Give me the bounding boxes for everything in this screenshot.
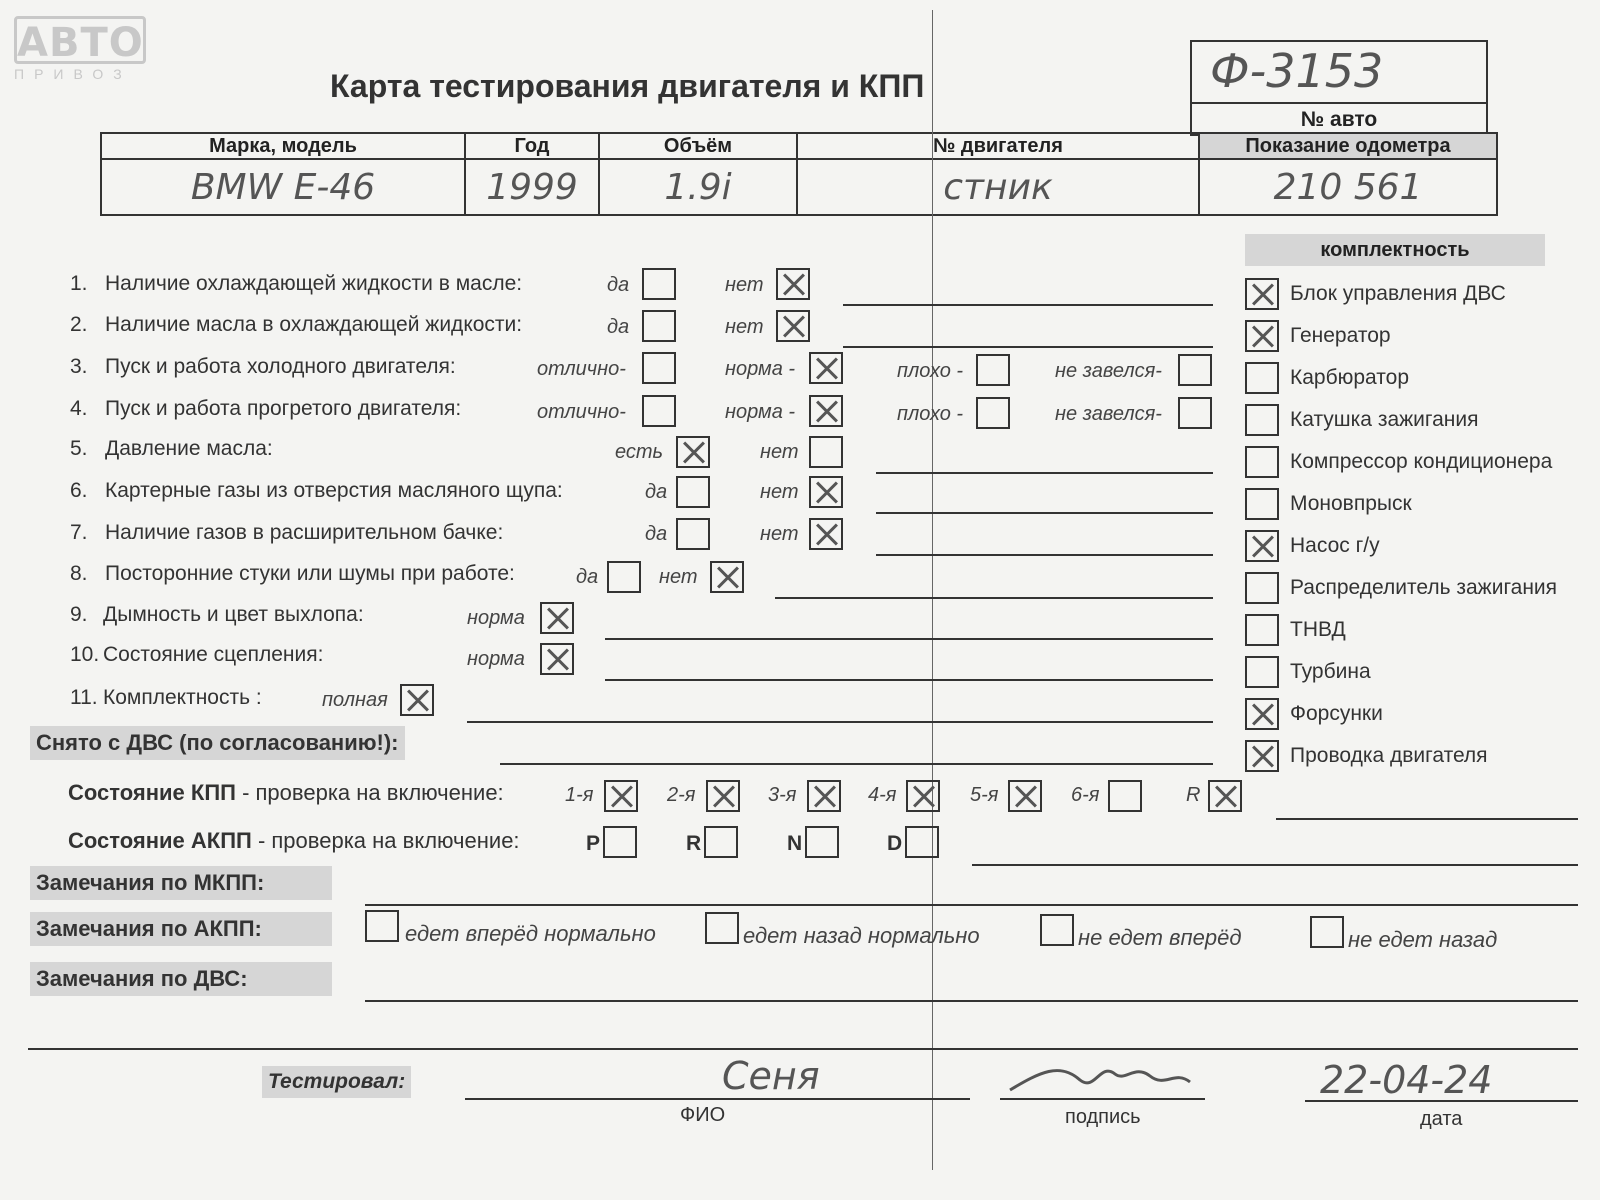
q3-opt-excellent-checkbox[interactable] <box>642 352 676 384</box>
akpp-no-forward-label: не едет вперёд <box>1078 925 1242 950</box>
q3-opt-excellent-label: отлично- <box>537 358 626 380</box>
akpp-no-reverse-checkbox[interactable] <box>1310 916 1344 948</box>
fold-line <box>932 10 933 1170</box>
kit-label-distributor: Распределитель зажигания <box>1290 576 1558 599</box>
q8-opt-no-checkbox[interactable] <box>710 561 744 593</box>
q2-opt-yes-checkbox[interactable] <box>642 310 676 342</box>
kpp-comment-line[interactable] <box>1276 818 1578 820</box>
q6-opt-yes-label: да <box>645 481 668 503</box>
q7-opt-yes-checkbox[interactable] <box>676 518 710 550</box>
q9-comment-line[interactable] <box>605 638 1213 640</box>
auto-number-label: № авто <box>1300 108 1378 131</box>
akpp-mode-r-checkbox[interactable] <box>704 826 738 858</box>
col-header-volume: Объём <box>599 133 797 159</box>
q3-opt-no-start-checkbox[interactable] <box>1178 354 1212 386</box>
kpp-gear-2-label: 2-я <box>667 784 696 806</box>
fio-label: ФИО <box>680 1104 726 1126</box>
akpp-reverse-ok-checkbox[interactable] <box>705 912 739 944</box>
q5-text: Давление масла: <box>105 437 273 460</box>
value-odometer[interactable]: 210 561 <box>1199 159 1497 215</box>
q11-opt-full-label: полная <box>322 689 388 711</box>
kit-checkbox-ecu[interactable] <box>1245 278 1279 310</box>
q4-opt-no-start-label: не завелся- <box>1055 403 1162 425</box>
col-header-engine-number: № двигателя <box>797 133 1199 159</box>
signature-line <box>1000 1098 1205 1100</box>
signature-scribble <box>1000 1052 1200 1102</box>
remarks-dvs-label: Замечания по ДВС: <box>30 962 332 996</box>
kpp-gear-1-checkbox[interactable] <box>604 780 638 812</box>
kit-checkbox-ignition-coil[interactable] <box>1245 404 1279 436</box>
fio-line <box>465 1098 970 1100</box>
kit-checkbox-turbine[interactable] <box>1245 656 1279 688</box>
kpp-gear-r-label: R <box>1186 784 1201 806</box>
kit-label-carburetor: Карбюратор <box>1290 366 1410 389</box>
q1-text: Наличие охлаждающей жидкости в масле: <box>105 272 523 295</box>
q6-number: 6. <box>70 479 88 502</box>
kpp-gear-5-label: 5-я <box>970 784 999 806</box>
q3-opt-normal-checkbox[interactable] <box>809 352 843 384</box>
remarks-mkpp-label: Замечания по МКПП: <box>30 866 332 900</box>
q5-opt-present-label: есть <box>615 441 664 463</box>
q2-opt-no-label: нет <box>725 316 764 338</box>
q6-opt-no-checkbox[interactable] <box>809 476 843 508</box>
q10-text: Состояние сцепления: <box>103 643 324 666</box>
q7-comment-line[interactable] <box>876 554 1213 556</box>
akpp-mode-d-label: D <box>887 832 903 855</box>
kit-label-ecu: Блок управления ДВС <box>1290 282 1506 305</box>
akpp-mode-p-label: P <box>586 832 601 855</box>
signature-stroke <box>1010 1071 1190 1090</box>
q5-comment-line[interactable] <box>876 472 1213 474</box>
q1-opt-no-label: нет <box>725 274 764 296</box>
q2-opt-no-checkbox[interactable] <box>776 310 810 342</box>
page-title: Карта тестирования двигателя и КПП <box>330 68 925 104</box>
kpp-gear-2-checkbox[interactable] <box>706 780 740 812</box>
q1-opt-yes-checkbox[interactable] <box>642 268 676 300</box>
kpp-gear-4-checkbox[interactable] <box>906 780 940 812</box>
q3-opt-normal-label: норма - <box>725 358 796 380</box>
kpp-gear-6-checkbox[interactable] <box>1108 780 1142 812</box>
kit-checkbox-engine-wiring[interactable] <box>1245 740 1279 772</box>
q5-number: 5. <box>70 437 88 460</box>
q7-opt-no-checkbox[interactable] <box>809 518 843 550</box>
q10-comment-line[interactable] <box>605 679 1213 681</box>
q9-text: Дымность и цвет выхлопа: <box>103 603 364 626</box>
q5-opt-absent-checkbox[interactable] <box>809 436 843 468</box>
q6-opt-yes-checkbox[interactable] <box>676 476 710 508</box>
akpp-mode-d-checkbox[interactable] <box>905 826 939 858</box>
removed-from-engine-line[interactable] <box>500 763 1213 765</box>
q10-opt-normal-label: норма <box>467 648 525 670</box>
q8-text: Посторонние стуки или шумы при работе: <box>105 562 515 585</box>
q4-text: Пуск и работа прогретого двигателя: <box>105 397 462 420</box>
q3-text: Пуск и работа холодного двигателя: <box>105 355 456 378</box>
kpp-gear-1-label: 1-я <box>565 784 594 806</box>
akpp-mode-p-checkbox[interactable] <box>603 826 637 858</box>
akpp-label-rest: - проверка на включение: <box>251 828 520 853</box>
q9-opt-normal-label: норма <box>467 607 525 629</box>
q6-text: Картерные газы из отверстия масляного щупа: <box>105 479 563 502</box>
kit-checkbox-injectors[interactable] <box>1245 698 1279 730</box>
kit-checkbox-mono-injection[interactable] <box>1245 488 1279 520</box>
akpp-mode-n-checkbox[interactable] <box>805 826 839 858</box>
kpp-gear-3-label: 3-я <box>768 784 797 806</box>
q2-text: Наличие масла в охлаждающей жидкости: <box>105 313 523 336</box>
kit-label-ac-compressor: Компрессор кондиционера <box>1290 450 1553 473</box>
kpp-gear-4-label: 4-я <box>868 784 897 806</box>
kit-label-injectors: Форсунки <box>1290 702 1383 725</box>
q6-opt-no-label: нет <box>760 481 799 503</box>
kpp-label-bold: Состояние КПП <box>68 780 236 805</box>
q7-opt-yes-label: да <box>645 523 668 545</box>
q4-number: 4. <box>70 397 88 420</box>
q2-number: 2. <box>70 313 88 336</box>
kit-label-ignition-coil: Катушка зажигания <box>1290 408 1479 431</box>
q3-number: 3. <box>70 355 88 378</box>
q10-number: 10. <box>70 643 100 666</box>
q4-opt-bad-checkbox[interactable] <box>976 397 1010 429</box>
kit-label-injection-pump: ТНВД <box>1290 618 1346 641</box>
q3-opt-bad-checkbox[interactable] <box>976 354 1010 386</box>
kit-checkbox-injection-pump[interactable] <box>1245 614 1279 646</box>
q11-comment-line[interactable] <box>467 721 1213 723</box>
signature-label: подпись <box>1065 1106 1141 1128</box>
akpp-comment-line[interactable] <box>972 864 1578 866</box>
kit-checkbox-generator[interactable] <box>1245 320 1279 352</box>
akpp-reverse-ok-label: едет назад нормально <box>743 923 980 948</box>
brand-logo-subtitle: ПРИВОЗ <box>14 66 132 82</box>
q8-number: 8. <box>70 562 88 585</box>
remarks-mkpp-line[interactable] <box>365 904 1578 906</box>
kpp-gear-6-label: 6-я <box>1071 784 1100 806</box>
q1-opt-yes-label: да <box>607 274 630 296</box>
akpp-label <box>68 828 520 854</box>
q3-opt-bad-label: плохо - <box>897 360 964 382</box>
q11-text: Комплектность : <box>103 686 262 709</box>
col-header-odometer: Показание одометра <box>1199 133 1497 159</box>
q4-opt-normal-checkbox[interactable] <box>809 395 843 427</box>
kit-checkbox-carburetor[interactable] <box>1245 362 1279 394</box>
q8-opt-yes-label: да <box>576 566 599 588</box>
kpp-gear-5-checkbox[interactable] <box>1008 780 1042 812</box>
q2-opt-yes-label: да <box>607 316 630 338</box>
q1-number: 1. <box>70 272 88 295</box>
akpp-forward-ok-checkbox[interactable] <box>365 910 399 942</box>
q4-opt-bad-label: плохо - <box>897 403 964 425</box>
col-header-make-model: Марка, модель <box>101 133 465 159</box>
q9-opt-normal-checkbox[interactable] <box>540 602 574 634</box>
q7-number: 7. <box>70 521 88 544</box>
kpp-label <box>68 780 504 806</box>
remarks-dvs-line-1[interactable] <box>365 1000 1578 1002</box>
akpp-label-bold: Состояние АКПП <box>68 828 252 853</box>
q8-opt-no-label: нет <box>659 566 698 588</box>
q6-comment-line[interactable] <box>876 512 1213 514</box>
tested-by-label: Тестировал: <box>262 1066 411 1098</box>
q11-opt-full-checkbox[interactable] <box>400 684 434 716</box>
q8-opt-yes-checkbox[interactable] <box>607 561 641 593</box>
value-volume[interactable]: 1.9i <box>599 159 797 215</box>
remarks-akpp-label: Замечания по АКПП: <box>30 912 332 946</box>
q7-text: Наличие газов в расширительном бачке: <box>105 521 504 544</box>
kit-label-turbine: Турбина <box>1290 660 1371 683</box>
kpp-gear-r-checkbox[interactable] <box>1208 780 1242 812</box>
value-engine-number[interactable]: стник <box>797 159 1199 215</box>
value-make-model[interactable]: BMW E-46 <box>101 159 465 215</box>
q1-opt-no-checkbox[interactable] <box>776 268 810 300</box>
akpp-mode-r-label: R <box>686 832 702 855</box>
date-label: дата <box>1420 1108 1463 1130</box>
kit-label-engine-wiring: Проводка двигателя <box>1290 744 1488 767</box>
akpp-forward-ok-label: едет вперёд нормально <box>405 921 656 946</box>
auto-number-divider <box>1192 102 1486 104</box>
vehicle-info-table <box>100 132 1498 216</box>
q1-comment-line[interactable] <box>843 304 1213 306</box>
auto-number-box <box>1190 40 1488 136</box>
kit-label-ps-pump: Насос г/у <box>1290 534 1380 557</box>
date-line <box>1305 1100 1578 1102</box>
tester-name-value[interactable]: Сеня <box>722 1054 820 1098</box>
remarks-dvs-line-2[interactable] <box>28 1048 1578 1050</box>
q9-number: 9. <box>70 603 88 626</box>
q4-opt-normal-label: норма - <box>725 401 796 423</box>
q4-opt-no-start-checkbox[interactable] <box>1178 397 1212 429</box>
kit-label-generator: Генератор <box>1290 324 1391 347</box>
akpp-mode-n-label: N <box>787 832 803 855</box>
q11-number: 11. <box>70 686 98 709</box>
q5-opt-present-checkbox[interactable] <box>676 436 710 468</box>
q8-comment-line[interactable] <box>775 597 1213 599</box>
removed-from-engine-label: Снято с ДВС (по согласованию!): <box>30 726 405 760</box>
auto-number-value[interactable]: Ф-3153 <box>1210 44 1384 98</box>
q5-opt-absent-label: нет <box>760 441 799 463</box>
akpp-no-forward-checkbox[interactable] <box>1040 914 1074 946</box>
brand-logo: АВТО <box>14 16 146 64</box>
col-header-year: Год <box>465 133 599 159</box>
q2-comment-line[interactable] <box>843 346 1213 348</box>
q10-opt-normal-checkbox[interactable] <box>540 643 574 675</box>
q4-opt-excellent-checkbox[interactable] <box>642 395 676 427</box>
kit-checkbox-ac-compressor[interactable] <box>1245 446 1279 478</box>
kit-checkbox-distributor[interactable] <box>1245 572 1279 604</box>
date-value[interactable]: 22-04-24 <box>1320 1058 1493 1102</box>
q4-opt-excellent-label: отлично- <box>537 401 626 423</box>
kit-title: комплектность <box>1245 234 1545 266</box>
kpp-label-rest: - проверка на включение: <box>235 780 504 805</box>
kit-checkbox-ps-pump[interactable] <box>1245 530 1279 562</box>
kit-label-mono-injection: Моновпрыск <box>1290 492 1412 515</box>
akpp-no-reverse-label: не едет назад <box>1348 927 1498 952</box>
q3-opt-no-start-label: не завелся- <box>1055 360 1162 382</box>
value-year[interactable]: 1999 <box>465 159 599 215</box>
kpp-gear-3-checkbox[interactable] <box>807 780 841 812</box>
q7-opt-no-label: нет <box>760 523 799 545</box>
